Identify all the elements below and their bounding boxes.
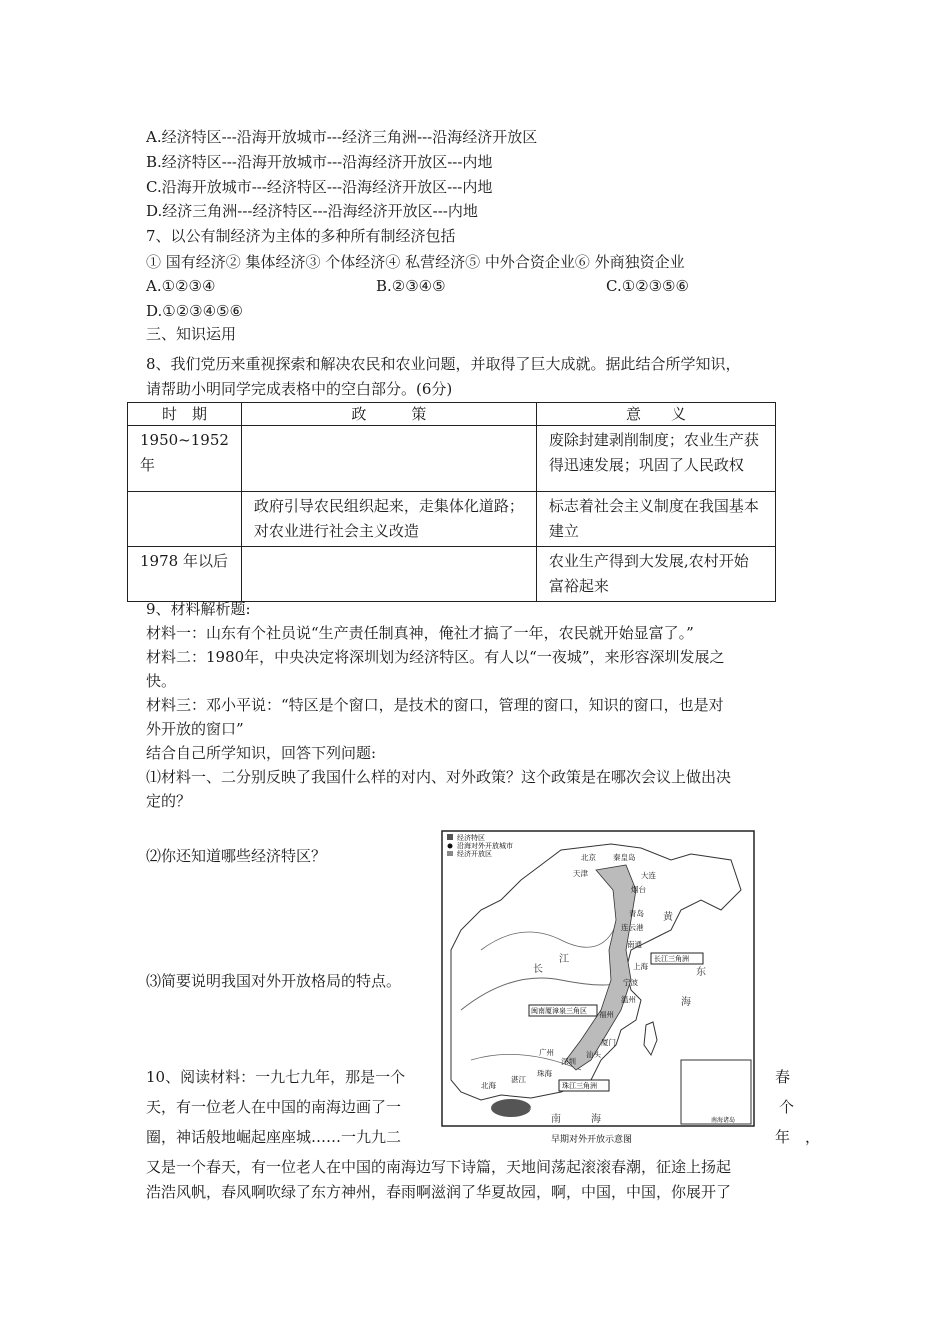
city-label: 秦皇岛 (613, 853, 636, 862)
city-label: 汕头 (586, 1050, 601, 1059)
cell-period: 1978 年以后 (128, 547, 242, 602)
city-label: 海南岛 (529, 1107, 552, 1116)
region-label: 闽南厦漳泉三角区 (531, 1007, 587, 1015)
q6-option-d: D.经济三角洲---经济特区---沿海经济开放区---内地 (146, 202, 478, 220)
q9-question-1-line2: 定的？ (146, 792, 192, 810)
legend-item: 经济开放区 (457, 850, 492, 858)
opening-up-map (441, 830, 755, 1150)
q9-material-1: 材料一：山东有个社员说“生产责任制真神，俺社才搞了一年，农民就开始显富了。” (146, 624, 694, 642)
city-label: 温州 (621, 995, 636, 1004)
city-label: 大连 (641, 871, 656, 880)
cell-policy-blank[interactable] (241, 547, 536, 602)
sea-label: 海 (591, 1114, 601, 1125)
q10-line3-left: 圈，神话般地崛起座座城……一九九二 (146, 1128, 402, 1146)
q6-option-c: C.沿海开放城市---经济特区---沿海经济开放区---内地 (146, 178, 493, 196)
section-3-title: 三、知识运用 (146, 325, 237, 343)
q9-material-3-line2: 外开放的窗口” (146, 720, 244, 738)
city-label: 湛江 (511, 1075, 526, 1084)
cell-policy-blank[interactable] (241, 426, 536, 492)
q8-stem-line1: 8、我们党历来重视探索和解决农民和农业问题，并取得了巨大成就。据此结合所学知识， (146, 355, 741, 373)
cell-meaning: 标志着社会主义制度在我国基本建立 (536, 492, 775, 547)
header-policy: 政 策 (241, 403, 536, 426)
q10-line1-left: 10、阅读材料：一九七九年，那是一个 (146, 1068, 406, 1086)
q7-items: ① 国有经济② 集体经济③ 个体经济④ 私营经济⑤ 中外合资企业⑥ 外商独资企业 (146, 253, 685, 271)
cell-period: 1950~1952年 (128, 426, 242, 492)
q6-option-a: A.经济特区---沿海开放城市---经济三角洲---沿海经济开放区 (146, 128, 538, 146)
header-period: 时 期 (128, 403, 242, 426)
table-row (128, 492, 776, 547)
legend-item: 沿海对外开放城市 (457, 842, 513, 850)
sea-label: 海 (681, 997, 691, 1008)
table-row (128, 547, 776, 602)
q7-option-b: B.②③④⑤ (376, 277, 446, 295)
city-label: 天津 (573, 869, 588, 878)
cell-meaning: 农业生产得到大发展,农村开始富裕起来 (536, 547, 775, 602)
q9-material-2-line2: 快。 (146, 672, 177, 690)
q9-instruction: 结合自己所学知识，回答下列问题: (146, 744, 377, 762)
legend-item: 经济特区 (457, 834, 485, 842)
map-caption: 早期对外开放示意图 (551, 1135, 633, 1145)
q10-line3-right: 年 ， (775, 1128, 821, 1146)
city-label: 连云港 (621, 923, 644, 932)
city-label: 深圳 (561, 1057, 576, 1066)
q7-option-a: A.①②③④ (146, 277, 216, 295)
q10-line1-right: 春 (775, 1068, 791, 1086)
city-label: 福州 (599, 1010, 614, 1019)
q7-option-c: C.①②③⑤⑥ (606, 277, 689, 295)
sea-label: 长 (533, 964, 543, 975)
cell-policy: 政府引导农民组织起来，走集体化道路；对农业进行社会主义改造 (241, 492, 536, 547)
q9-question-3: ⑶简要说明我国对外开放格局的特点。 (146, 972, 402, 990)
city-label: 青岛 (629, 909, 644, 918)
header-meaning: 意 义 (536, 403, 775, 426)
q7-stem: 7、以公有制经济为主体的多种所有制经济包括 (146, 227, 456, 245)
table-row (128, 426, 776, 492)
q10-line5: 浩浩风帆，春风啊吹绿了东方神州，春雨啊滋润了华夏故园，啊，中国，中国，你展开了 (146, 1183, 732, 1201)
q6-option-b: B.经济特区---沿海开放城市---沿海经济开放区---内地 (146, 153, 493, 171)
q8-stem-line2: 请帮助小明同学完成表格中的空白部分。(6分) (146, 380, 453, 398)
sea-label: 东 (696, 967, 706, 978)
city-label: 北海 (481, 1081, 496, 1090)
city-label: 宁波 (623, 978, 638, 987)
city-label: 珠海 (537, 1069, 552, 1078)
sea-label: 南 (551, 1114, 561, 1125)
q9-material-3-line1: 材料三：邓小平说：“特区是个窗口，是技术的窗口，管理的窗口，知识的窗口，也是对 (146, 696, 724, 714)
q9-title: 9、材料解析题: (146, 600, 251, 618)
city-label: 北京 (581, 853, 596, 862)
policy-table (127, 402, 776, 602)
cell-meaning: 废除封建剥削制度；农业生产获得迅速发展；巩固了人民政权 (536, 426, 775, 492)
city-label: 烟台 (631, 885, 646, 894)
city-label: 厦门 (601, 1038, 616, 1047)
city-label: 广州 (539, 1048, 554, 1057)
q10-line4: 又是一个春天，有一位老人在中国的南海边写下诗篇，天地间荡起滚滚春潮，征途上扬起 (146, 1158, 732, 1176)
cell-period-blank[interactable] (128, 492, 242, 547)
q9-question-1-line1: ⑴材料一、二分别反映了我国什么样的对内、对外政策？这个政策是在哪次会议上做出决 (146, 768, 732, 786)
q10-line2-left: 天，有一位老人在中国的南海边画了一 (146, 1098, 402, 1116)
sea-label: 江 (559, 954, 569, 965)
q7-option-d: D.①②③④⑤⑥ (146, 302, 243, 320)
city-label: 南通 (627, 940, 642, 949)
inset-label: 南海诸岛 (711, 1117, 736, 1124)
q10-line2-right: 个 (779, 1098, 795, 1116)
region-label: 长江三角洲 (654, 955, 689, 963)
sea-label: 黄 (663, 912, 673, 923)
table-header-row (128, 403, 776, 426)
q9-material-2-line1: 材料二：1980年，中央决定将深圳划为经济特区。有人以“一夜城”，来形容深圳发展之 (146, 648, 725, 666)
region-label: 珠江三角洲 (562, 1082, 597, 1090)
q9-question-2: ⑵你还知道哪些经济特区？ (146, 847, 327, 865)
city-label: 上海 (633, 962, 648, 971)
